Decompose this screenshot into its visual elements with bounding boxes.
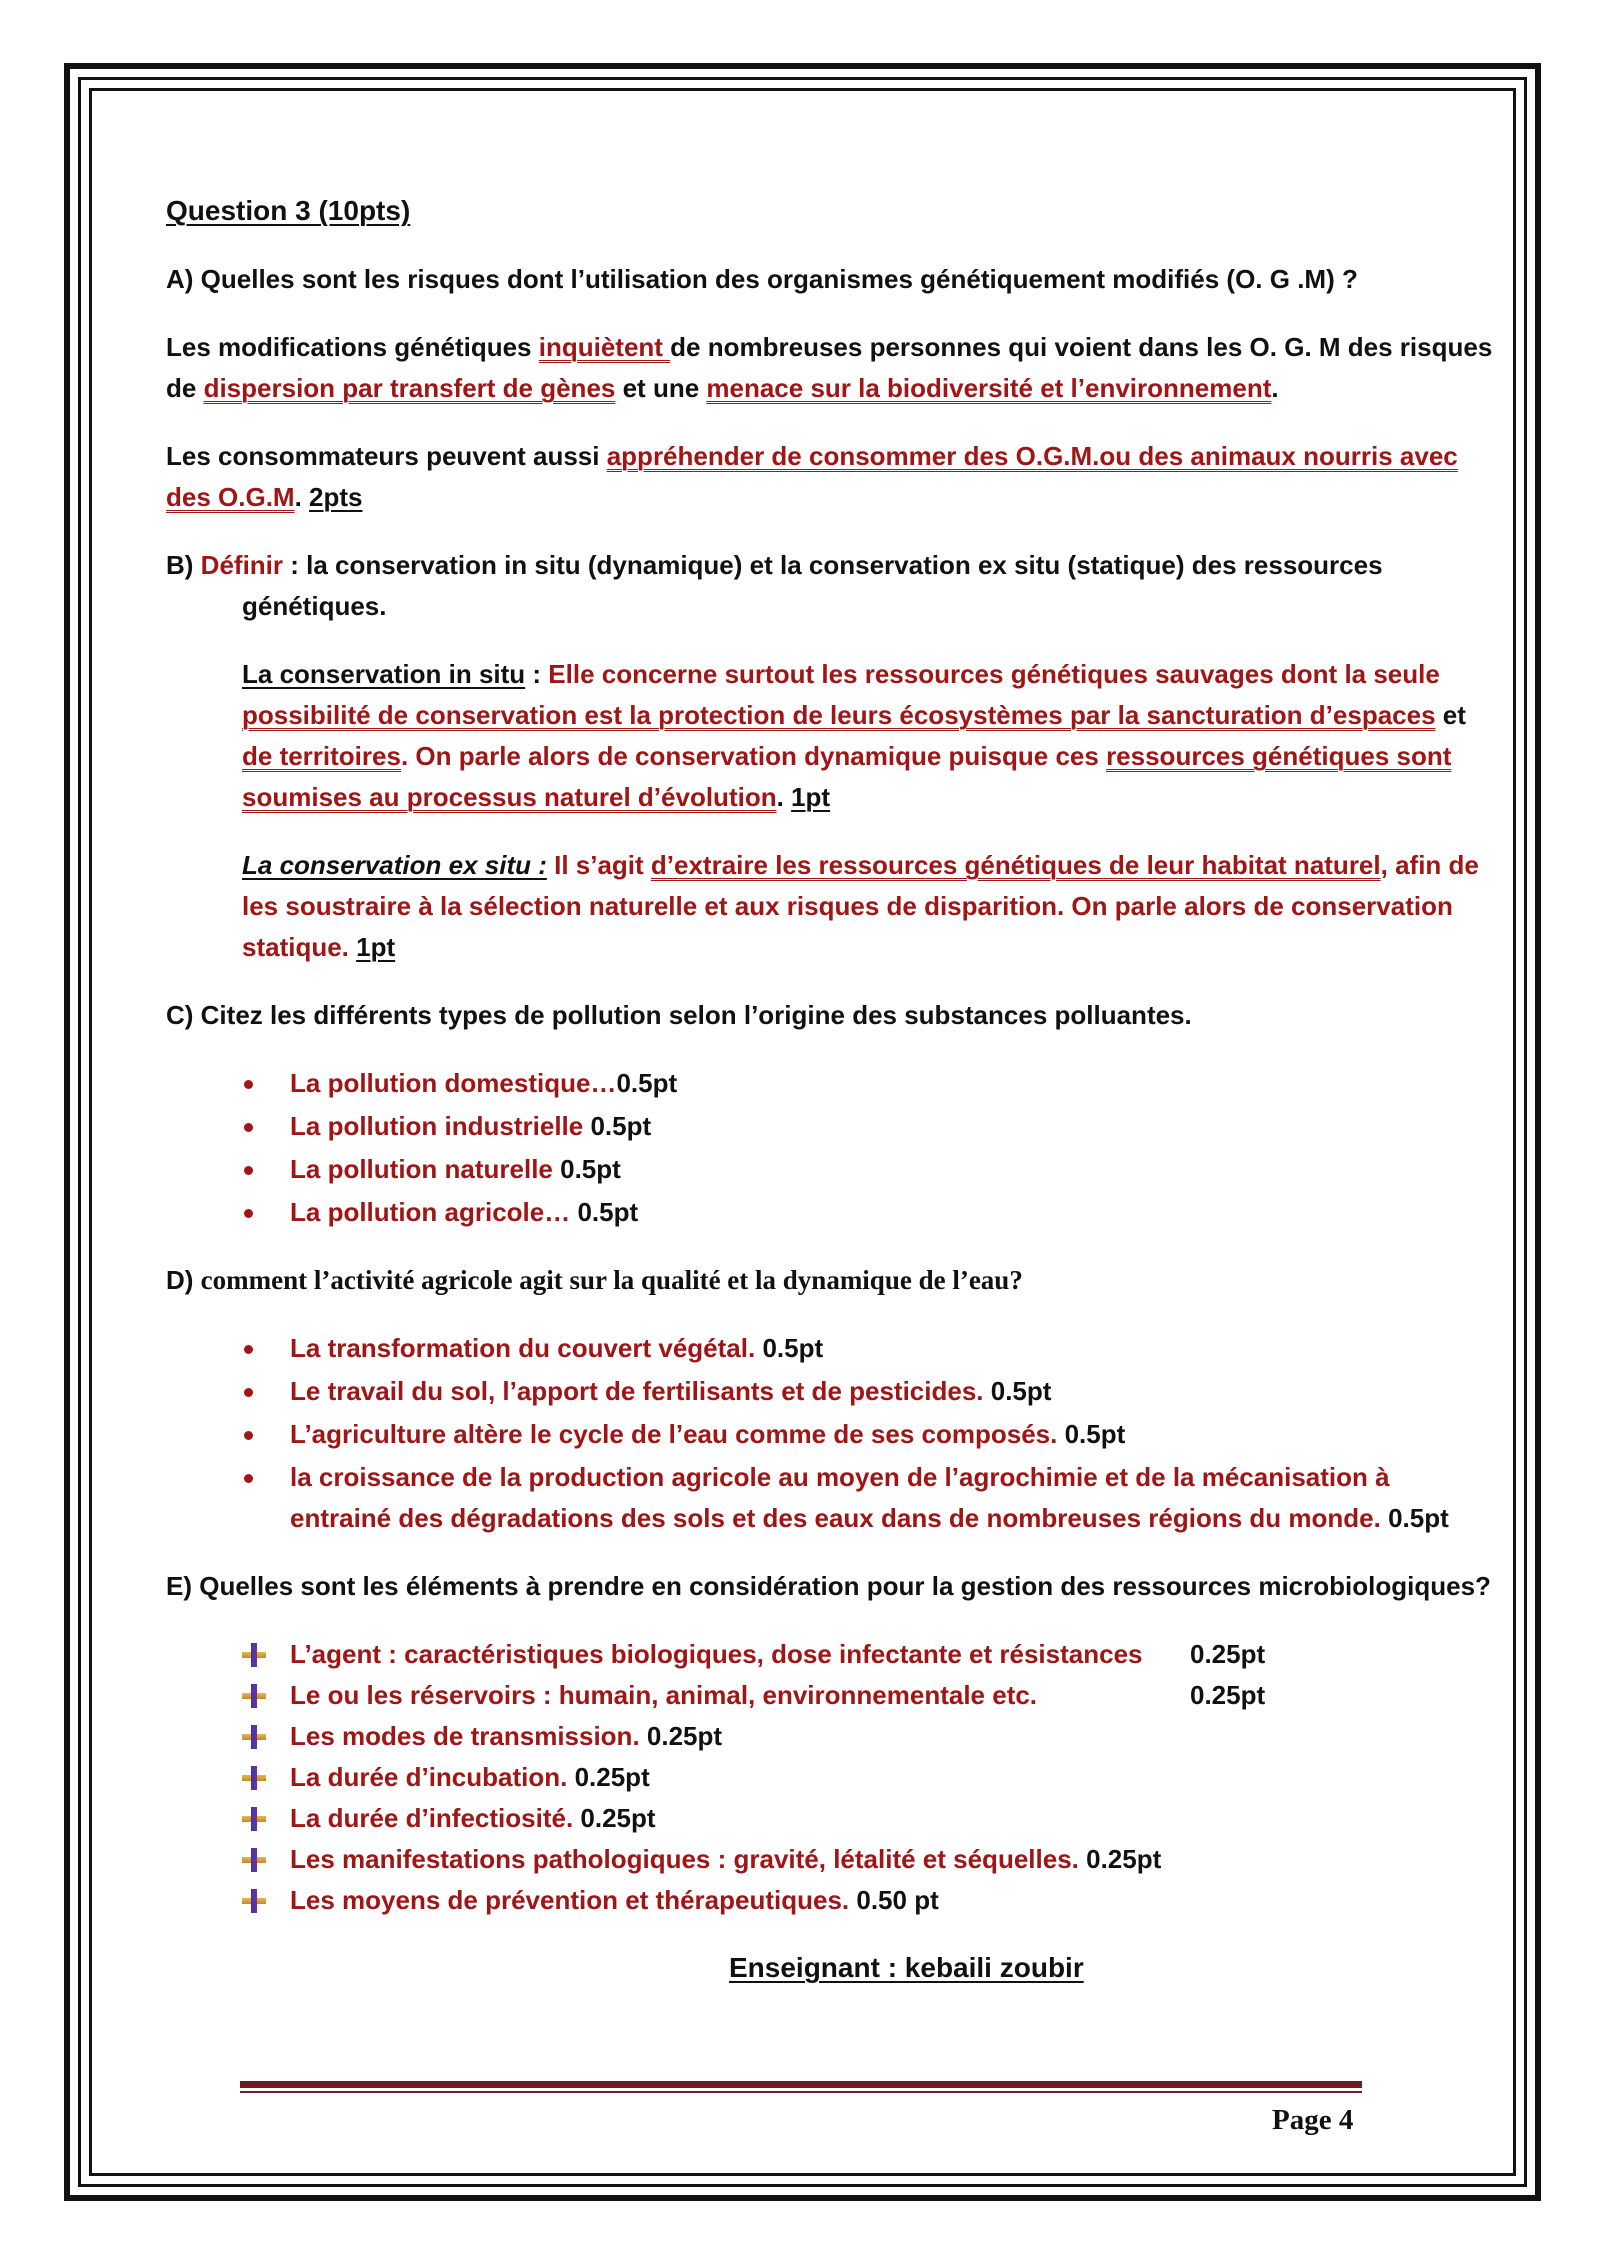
list-item: La transformation du couvert végétal. 0.5pt [242,1328,1496,1369]
footer-rule-thin [240,2091,1362,2093]
list-item: L’agriculture altère le cycle de l’eau comme de ses composés. 0.5pt [242,1414,1496,1455]
list-item: Le ou les réservoirs : humain, animal, environnementale etc. 0.25pt [242,1675,1496,1716]
list-item: Les modes de transmission. 0.25pt [242,1716,1496,1757]
cross-bullet-icon [242,1889,266,1913]
list-item: La pollution agricole… 0.5pt [242,1192,1496,1233]
footer-rule-thick [240,2081,1362,2088]
points-a: 2pts [309,482,363,512]
answer-b-in-situ: La conservation in situ : Elle concerne surtout les ressources génétiques sauvages dont la seule possibilité de conservation est la protection de leurs écosystèmes par la sancturation d’espaces et de territoires. On parle alors de conservation dynamique puisque ces ressources génétiques sont soumises au processus naturel d’évolution. 1pt [242,659,1466,812]
answer-a-paragraph-2: Les consommateurs peuvent aussi appréhender de consommer des O.G.M.ou des animaux nourris avec des O.G.M. 2pts [166,441,1458,512]
list-item: L’agent : caractéristiques biologiques, dose infectante et résistances 0.25pt [242,1634,1496,1675]
list-item: La pollution domestique…0.5pt [242,1063,1496,1104]
list-item: La pollution industrielle 0.5pt [242,1106,1496,1147]
page-number: Page 4 [1272,2104,1354,2136]
answer-e-list [166,1634,1496,1921]
answer-a-paragraph-1: Les modifications génétiques inquiètent de nombreuses personnes qui voient dans les O. G. M des risques de dispersion par transfert de gènes et une menace sur la biodiversité et l’environnement. [166,332,1493,403]
list-item: Le travail du sol, l’apport de fertilisants et de pesticides. 0.5pt [242,1371,1496,1412]
cross-bullet-icon [242,1766,266,1790]
cross-bullet-icon [242,1643,266,1667]
cross-bullet-icon [242,1684,266,1708]
list-item: la croissance de la production agricole au moyen de l’agrochimie et de la mécanisation à entrainé des dégradations des sols et des eaux dans de nombreuses régions du monde. 0.5pt [242,1457,1496,1539]
question-c: C) Citez les différents types de pollution selon l’origine des substances polluantes. [166,1000,1192,1030]
list-item: La pollution naturelle 0.5pt [242,1149,1496,1190]
question-e: E) Quelles sont les éléments à prendre en considération pour la gestion des ressources microbiologiques? [166,1571,1491,1601]
answer-c-list [166,1063,1496,1233]
cross-bullet-icon [242,1807,266,1831]
list-item: Les manifestations pathologiques : gravité, létalité et séquelles. 0.25pt [242,1839,1496,1880]
document-body [166,190,1496,1988]
question-a: A) Quelles sont les risques dont l’utilisation des organismes génétiquement modifiés (O. G .M) ? [166,264,1358,294]
answer-b-ex-situ: La conservation ex situ : Il s’agit d’extraire les ressources génétiques de leur habitat naturel, afin de les soustraire à la sélection naturelle et aux risques de disparition. On parle alors de conservation statique. 1pt [242,850,1479,962]
teacher-signature-line: Enseignant : kebaili zoubir [729,1952,1084,1983]
points-b-in-situ: 1pt [791,782,831,812]
cross-bullet-icon [242,1848,266,1872]
list-item: La durée d’incubation. 0.25pt [242,1757,1496,1798]
points-b-ex-situ: 1pt [356,932,396,962]
question-d: D) comment l’activité agricole agit sur la qualité et la dynamique de l’eau? [166,1265,1023,1295]
list-item: Les moyens de prévention et thérapeutiques. 0.50 pt [242,1880,1496,1921]
list-item: La durée d’infectiosité. 0.25pt [242,1798,1496,1839]
question-title: Question 3 (10pts) [166,195,411,226]
question-b: B) Définir : la conservation in situ (dynamique) et la conservation ex situ (statique) des ressources génétiques. [166,550,1383,621]
answer-d-list [166,1328,1496,1539]
cross-bullet-icon [242,1725,266,1749]
